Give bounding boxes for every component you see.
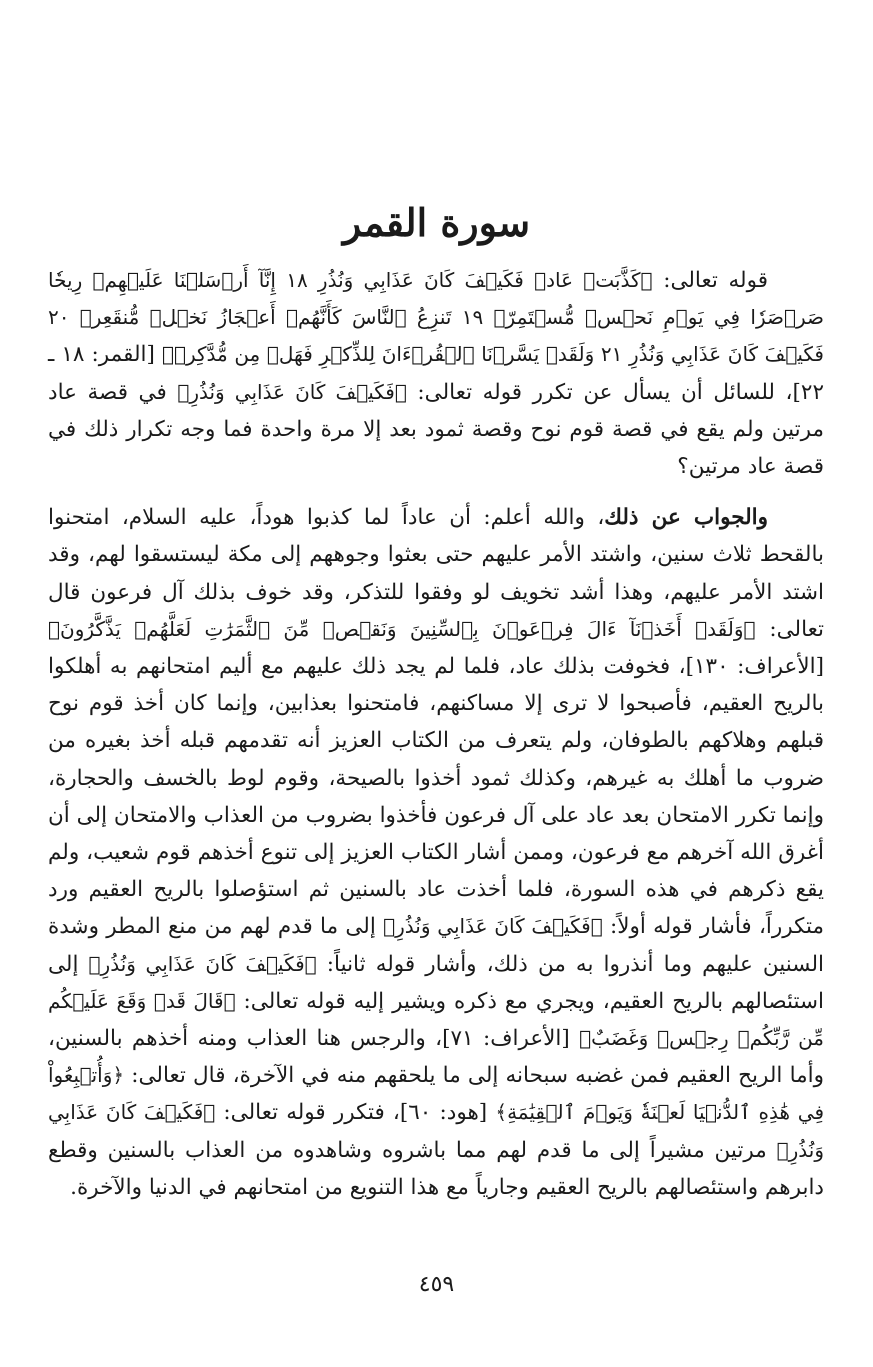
quran-verse: ﴿وَأُتۡبِعُواْ فِي هَٰذِهِ ٱلدُّنۡيَا لَعۡنَةٗ وَيَوۡمَ ٱلۡقِيَٰمَةِ﴾ [48,1063,824,1125]
text-run: قوله تعالى: [652,268,768,293]
quran-verse: ﴿فَكَيۡفَ كَانَ عَذَابِي وَنُذُرِ﴾ [177,379,407,404]
body-text [48,262,824,1206]
text-run: إلى استئصالهم بالريح العقيم، ويجري مع ذكره ويشير إليه قوله تعالى: [48,951,824,1014]
paragraph-answer [48,499,824,1206]
text-run: [الأعراف: ٧١]، والرجس هنا العذاب ومنه أخذهم بالسنين، وأما الريح العقيم فمن غضبه سبحانه إلى ما يلحقهم منه في الآخرة، قال تعالى: [48,1026,824,1089]
answer-lead: والجواب عن ذلك [604,505,768,531]
text-run: [الأعراف: ١٣٠]، فخوفت بذلك عاد، فلما لم يجد ذلك عليهم مع أليم امتحانهم به أهلكوا بالريح العقيم، فأصبحوا لا ترى إلا مساكنهم، فامتحنوا بعذابين، وإنما كان أخذ قوم نوح قبلهم وهلاكهم بالطوفان، ولم يتعرف من الكتاب العزيز أنه تقدمهم قبله أخذ بغيره من ضروب ما أهلك به غيرهم، وكذلك ثمود أخذوا بالصيحة، وقوم لوط بالخسف والحجارة، وإنما تكرر الامتحان بعد عاد على آل فرعون فأخذوا بضروب من العذاب والامتحان إلى أن أغرق الله آخرهم مع فرعون، وممن أشار الكتاب العزيز إلى تنوع أخذهم قوم شعيب، ولم يقع ذكرهم في هذه السورة، فلما أخذت عاد بالسنين ثم استؤصلوا بالريح العقيم ورد متكرراً، فأشار قوله أولاً: [48,654,824,940]
paragraph-question [48,262,824,485]
quran-verse: ﴿فَكَيۡفَ كَانَ عَذَابِي وَنُذُرِ﴾ [88,951,317,976]
text-run: مرتين مشيراً إلى ما قدم لهم مما باشروه وشاهدوه من العذاب بالسنين وقطع دابرهم واستئصالهم بالريح العقيم وجارياً مع هذا التنويع من امتحانهم في الدنيا والآخرة. [48,1137,824,1200]
surah-title: سورة القمر [342,200,531,246]
text-run: إلى ما قدم لهم من منع المطر وشدة السنين عليهم وما أنذروا به من ذلك، وأشار قوله ثانياً: [48,914,824,977]
text-run: [هود: ٦٠]، فتكرر قوله تعالى: [215,1100,496,1126]
quran-verse: ﴿كَذَّبَتۡ عَادٞ فَكَيۡفَ كَانَ عَذَابِي وَنُذُرِ ١٨ إِنَّآ أَرۡسَلۡنَا عَلَيۡهِمۡ رِيحٗا صَرۡصَرٗا فِي يَوۡمِ نَحۡسٖ مُّسۡتَمِرّٖ ١٩ تَنزِعُ ٱلنَّاسَ كَأَنَّهُمۡ أَعۡجَازُ نَخۡلٖ مُّنقَعِرٖ ٢٠ فَكَيۡفَ كَانَ عَذَابِي وَنُذُرِ ٢١ وَلَقَدۡ يَسَّرۡنَا ٱلۡقُرۡءَانَ لِلذِّكۡرِ فَهَلۡ مِن مُّدَّكِرٖ﴾ [48,268,824,367]
quran-verse: ﴿فَكَيۡفَ كَانَ عَذَابِي وَنُذُرِ﴾ [48,1100,824,1162]
text-run: ، والله أعلم: أن عاداً لما كذبوا هوداً، عليه السلام، امتحنوا بالقحط ثلاث سنين، واشتد الأمر عليهم حتى بعثوا وجوههم إلى مكة ليستسقوا لهم، وقد اشتد الأمر عليهم، وهذا أشد تخويف لو وفقوا للتذكر، وقد خوف بذلك آل فرعون قال تعالى: [48,505,824,642]
text-run: [القمر: ١٨ ـ ٢٢]، للسائل أن يسأل عن تكرر قوله تعالى: [48,342,824,405]
page-number: ٤٥٩ [418,1272,455,1297]
quran-verse: ﴿فَكَيۡفَ كَانَ عَذَابِي وَنُذُرِ﴾ [383,914,603,939]
quran-verse: ﴿وَلَقَدۡ أَخَذۡنَآ ءَالَ فِرۡعَوۡنَ بِٱلسِّنِينَ وَنَقۡصٖ مِّنَ ٱلثَّمَرَٰتِ لَعَلَّهُمۡ يَذَّكَّرُونَ﴾ [48,616,756,641]
text-run: في قصة عاد مرتين ولم يقع في قصة قوم نوح وقصة ثمود بعد إلا مرة واحدة فما وجه تكرار ذلك في قصة عاد مرتين؟ [48,379,824,480]
quran-verse: ﴿قَالَ قَدۡ وَقَعَ عَلَيۡكُم مِّن رَّبِّكُمۡ رِجۡسٞ وَغَضَبٌ﴾ [48,988,825,1051]
